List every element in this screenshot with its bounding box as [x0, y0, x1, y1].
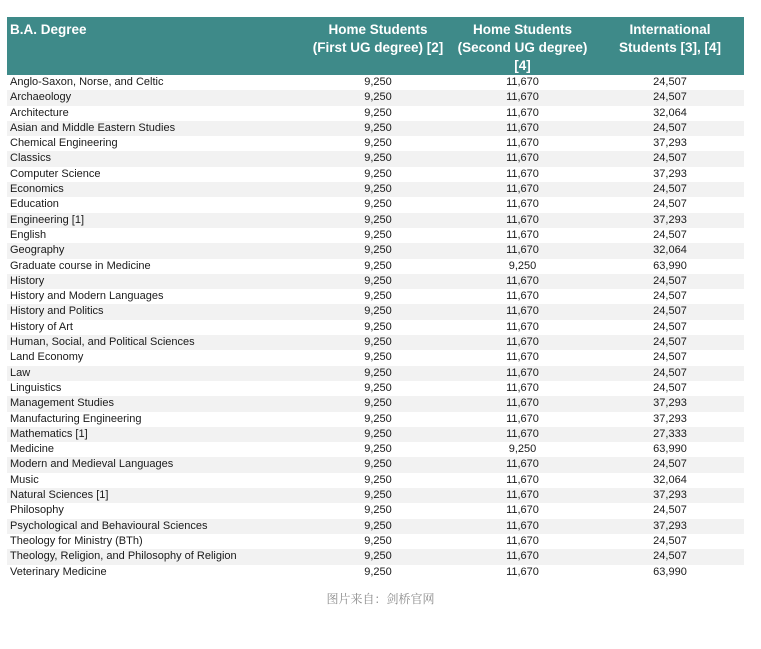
- cell-international: 24,507: [596, 90, 744, 105]
- cell-international: 24,507: [596, 304, 744, 319]
- cell-international: 24,507: [653, 198, 687, 211]
- cell-international: 32,064: [653, 106, 687, 119]
- cell-home-first-ug: 9,250: [364, 259, 392, 272]
- cell-home-second-ug: 11,670: [506, 381, 539, 394]
- cell-international: 24,507: [596, 182, 744, 197]
- cell-home-second-ug: 11,670: [506, 198, 539, 211]
- cell-international: 32,064: [653, 473, 687, 486]
- table-row: [7, 457, 744, 472]
- cell-degree: Management Studies: [7, 396, 307, 411]
- table-row: [7, 289, 744, 304]
- cell-international: 24,507: [653, 381, 687, 394]
- cell-degree: Linguistics: [10, 381, 62, 394]
- cell-home-first-ug: 9,250: [307, 90, 449, 105]
- cell-home-first-ug: 9,250: [307, 274, 449, 289]
- cell-degree: Manufacturing Engineering: [10, 412, 142, 425]
- cell-degree: History and Politics: [7, 304, 307, 319]
- cell-home-second-ug: 11,670: [506, 565, 539, 578]
- table-row: [7, 473, 744, 488]
- cell-degree: Anglo-Saxon, Norse, and Celtic: [10, 76, 164, 88]
- cell-degree: History of Art: [10, 320, 73, 333]
- cell-home-first-ug: 9,250: [364, 228, 392, 241]
- cell-home-first-ug: 9,250: [364, 290, 392, 303]
- table-row: [7, 381, 744, 396]
- cell-degree: Psychological and Behavioural Sciences: [7, 519, 307, 534]
- cell-home-first-ug: 9,250: [307, 213, 449, 228]
- cell-degree: History and Modern Languages: [10, 290, 164, 303]
- cell-degree: Architecture: [10, 106, 69, 119]
- table-row: [7, 350, 744, 365]
- cell-degree: Asian and Middle Eastern Studies: [7, 121, 307, 136]
- cell-home-first-ug: 9,250: [307, 457, 449, 472]
- cell-home-second-ug: 11,670: [449, 151, 596, 166]
- cell-home-first-ug: 9,250: [364, 443, 392, 456]
- image-source-caption: 图片来自：剑桥官网: [326, 592, 435, 606]
- cell-home-second-ug: 11,670: [449, 366, 596, 381]
- cell-home-first-ug: 9,250: [307, 427, 449, 442]
- table-row: [7, 412, 744, 427]
- cell-degree: Classics: [7, 151, 307, 166]
- cell-degree: Land Economy: [10, 351, 84, 364]
- table-row: [7, 396, 744, 411]
- cell-home-second-ug: 11,670: [506, 137, 539, 150]
- cell-home-first-ug: 9,250: [364, 381, 392, 394]
- cell-home-second-ug: 11,670: [506, 504, 539, 517]
- cell-international: 27,333: [596, 427, 744, 442]
- cell-international: 24,507: [596, 121, 744, 136]
- table-row: [7, 243, 744, 258]
- cell-international: 24,507: [653, 534, 687, 547]
- cell-home-second-ug: 11,670: [449, 274, 596, 289]
- header-home-second-ug: Home Students (Second UG degree) [4]: [449, 17, 596, 75]
- cell-degree: Education: [10, 198, 59, 211]
- cell-degree: Archaeology: [7, 90, 307, 105]
- cell-home-first-ug: 9,250: [364, 137, 392, 150]
- table-row: [7, 274, 744, 289]
- cell-degree: Mathematics [1]: [7, 427, 307, 442]
- cell-degree: Veterinary Medicine: [10, 565, 107, 578]
- cell-degree: Music: [10, 473, 39, 486]
- cell-international: 37,293: [653, 412, 687, 425]
- cell-international: 24,507: [653, 320, 687, 333]
- cell-home-second-ug: 11,670: [449, 519, 596, 534]
- cell-degree: Modern and Medieval Languages: [7, 457, 307, 472]
- cell-degree: Economics: [7, 182, 307, 197]
- cell-home-first-ug: 9,250: [364, 76, 392, 88]
- cell-home-second-ug: 9,250: [508, 443, 537, 456]
- cell-international: 24,507: [653, 351, 687, 364]
- cell-international: 24,507: [596, 549, 744, 564]
- cell-home-second-ug: 11,670: [506, 290, 539, 303]
- cell-home-second-ug: 11,670: [449, 182, 596, 197]
- table-row: [7, 182, 744, 197]
- table-row: [7, 503, 744, 518]
- cell-home-second-ug: 11,670: [449, 549, 596, 564]
- cell-degree: Engineering [1]: [7, 213, 307, 228]
- cell-international: 37,293: [653, 137, 687, 150]
- cell-home-second-ug: 11,670: [506, 228, 539, 241]
- cell-home-first-ug: 9,250: [364, 565, 392, 578]
- cell-home-second-ug: 11,670: [506, 412, 539, 425]
- table-header: [7, 17, 744, 75]
- cell-international: 63,990: [653, 443, 687, 456]
- cell-home-second-ug: 11,670: [449, 427, 596, 442]
- cell-international: 24,507: [596, 151, 744, 166]
- cell-home-first-ug: 9,250: [307, 396, 449, 411]
- table-row: [7, 90, 744, 105]
- cell-international: 24,507: [653, 228, 687, 241]
- cell-home-first-ug: 9,250: [364, 473, 392, 486]
- table-row: [7, 534, 744, 549]
- cell-home-first-ug: 9,250: [307, 243, 449, 258]
- cell-home-first-ug: 9,250: [364, 106, 392, 119]
- table-row: [7, 565, 744, 580]
- cell-home-first-ug: 9,250: [364, 412, 392, 425]
- table-row: [7, 488, 744, 503]
- cell-international: 24,507: [596, 457, 744, 472]
- cell-international: 37,293: [596, 519, 744, 534]
- cell-home-second-ug: 11,670: [506, 106, 539, 119]
- cell-home-first-ug: 9,250: [364, 198, 392, 211]
- cell-home-first-ug: 9,250: [307, 335, 449, 350]
- table-row: [7, 213, 744, 228]
- cell-international: 63,990: [653, 259, 687, 272]
- cell-home-first-ug: 9,250: [307, 121, 449, 136]
- cell-degree: History: [7, 274, 307, 289]
- table-row: [7, 366, 744, 381]
- table-row: [7, 335, 744, 350]
- cell-home-first-ug: 9,250: [307, 151, 449, 166]
- table-row: [7, 75, 744, 90]
- cell-home-second-ug: 11,670: [449, 304, 596, 319]
- cell-degree: Medicine: [10, 443, 55, 456]
- cell-international: 37,293: [653, 167, 687, 180]
- cell-home-first-ug: 9,250: [364, 504, 392, 517]
- cell-home-first-ug: 9,250: [307, 182, 449, 197]
- table-row: [7, 106, 744, 121]
- cell-international: 24,507: [653, 504, 687, 517]
- table-row: [7, 151, 744, 166]
- cell-home-second-ug: 11,670: [506, 320, 539, 333]
- cell-international: 37,293: [596, 396, 744, 411]
- header-row: [7, 17, 744, 75]
- cell-degree: Computer Science: [10, 167, 101, 180]
- table-row: [7, 442, 744, 457]
- cell-home-second-ug: 11,670: [449, 396, 596, 411]
- cell-home-first-ug: 9,250: [307, 549, 449, 564]
- header-home-first-ug: Home Students (First UG degree) [2]: [307, 17, 449, 75]
- cell-home-first-ug: 9,250: [364, 167, 392, 180]
- cell-international: 32,064: [596, 243, 744, 258]
- cell-home-first-ug: 9,250: [364, 320, 392, 333]
- table-row: [7, 427, 744, 442]
- tuition-fees-table: [7, 17, 744, 580]
- cell-home-first-ug: 9,250: [364, 351, 392, 364]
- cell-degree: Theology for Ministry (BTh): [10, 534, 143, 547]
- cell-degree: Philosophy: [10, 504, 64, 517]
- cell-home-first-ug: 9,250: [307, 519, 449, 534]
- cell-home-second-ug: 11,670: [449, 90, 596, 105]
- cell-home-second-ug: 9,250: [508, 259, 537, 272]
- cell-home-second-ug: 11,670: [449, 457, 596, 472]
- table-row: [7, 121, 744, 136]
- cell-home-second-ug: 11,670: [506, 351, 539, 364]
- table-row: [7, 197, 744, 212]
- cell-home-second-ug: 11,670: [449, 121, 596, 136]
- cell-degree: Chemical Engineering: [10, 137, 118, 150]
- cell-international: 24,507: [653, 290, 687, 303]
- table-row: [7, 304, 744, 319]
- cell-home-second-ug: 11,670: [449, 213, 596, 228]
- cell-degree: Law: [7, 366, 307, 381]
- cell-home-first-ug: 9,250: [364, 534, 392, 547]
- table-body: [7, 75, 744, 580]
- cell-home-first-ug: 9,250: [307, 366, 449, 381]
- cell-home-second-ug: 11,670: [449, 488, 596, 503]
- cell-home-second-ug: 11,670: [449, 243, 596, 258]
- cell-international: 24,507: [596, 335, 744, 350]
- cell-international: 24,507: [653, 76, 687, 88]
- cell-home-second-ug: 11,670: [506, 534, 539, 547]
- cell-degree: Human, Social, and Political Sciences: [7, 335, 307, 350]
- cell-degree: Theology, Religion, and Philosophy of Religion: [7, 549, 307, 564]
- cell-degree: English: [10, 228, 47, 241]
- cell-home-second-ug: 11,670: [506, 473, 539, 486]
- cell-degree: Graduate course in Medicine: [10, 259, 151, 272]
- cell-home-second-ug: 11,670: [449, 335, 596, 350]
- table-row: [7, 259, 744, 274]
- cell-international: 37,293: [596, 488, 744, 503]
- cell-home-second-ug: 11,670: [506, 76, 539, 88]
- table-row: [7, 519, 744, 534]
- table-row: [7, 549, 744, 564]
- cell-international: 37,293: [596, 213, 744, 228]
- table-row: [7, 320, 744, 335]
- cell-home-first-ug: 9,250: [307, 488, 449, 503]
- cell-international: 24,507: [596, 274, 744, 289]
- cell-international: 63,990: [653, 565, 687, 578]
- table-row: [7, 167, 744, 182]
- header-international: International Students [3], [4]: [596, 17, 744, 75]
- cell-home-first-ug: 9,250: [307, 304, 449, 319]
- table-row: [7, 136, 744, 151]
- cell-home-second-ug: 11,670: [506, 167, 539, 180]
- cell-degree: Natural Sciences [1]: [7, 488, 307, 503]
- cell-international: 24,507: [596, 366, 744, 381]
- table-row: [7, 228, 744, 243]
- cell-degree: Geography: [7, 243, 307, 258]
- header-degree: B.A. Degree: [7, 17, 307, 75]
